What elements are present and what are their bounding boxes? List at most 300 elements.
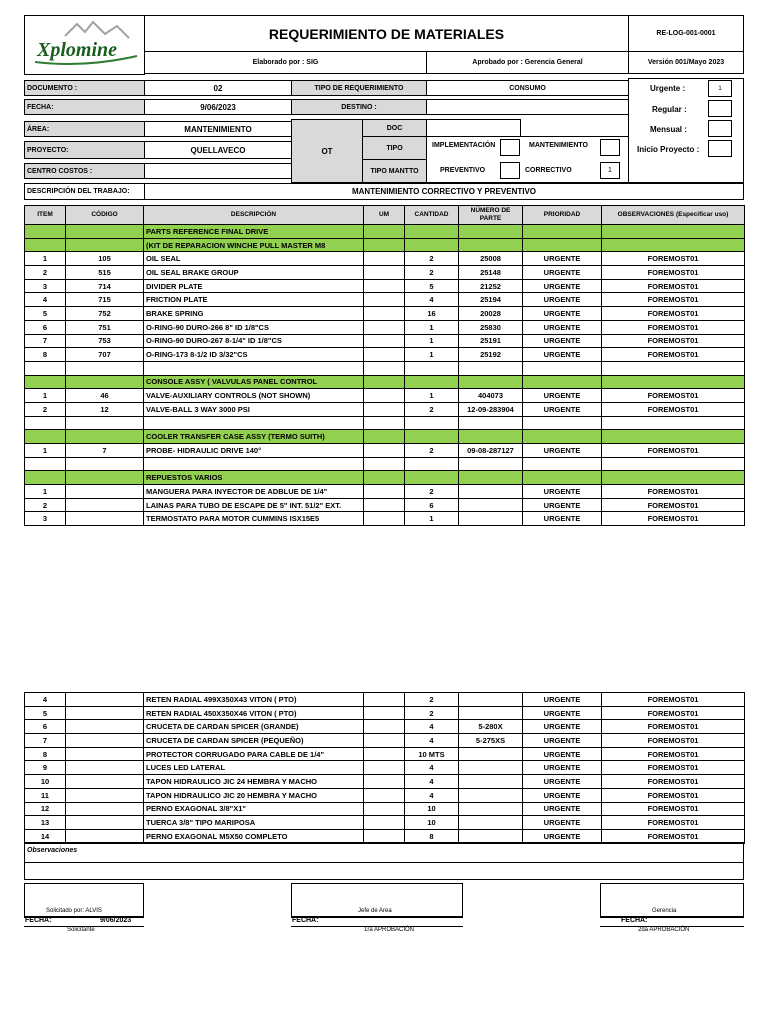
- cell-numero-parte[interactable]: [459, 802, 523, 816]
- cell-descripcion[interactable]: O-RING-90 DURO-266 8" ID 1/8"CS: [144, 320, 364, 334]
- cell-numero-parte[interactable]: [459, 816, 523, 830]
- cell-item[interactable]: [25, 225, 66, 239]
- cell-prioridad[interactable]: URGENTE: [523, 788, 602, 802]
- correctivo-label: CORRECTIVO: [525, 167, 572, 174]
- cell-um[interactable]: [364, 444, 405, 458]
- cell-item[interactable]: [25, 238, 66, 252]
- cell-descripcion[interactable]: O-RING-173 8-1/2 ID 3/32"CS: [144, 348, 364, 362]
- cell-descripcion[interactable]: [144, 361, 364, 375]
- cell-cantidad[interactable]: 10: [405, 816, 459, 830]
- cell-cantidad[interactable]: 1: [405, 334, 459, 348]
- cell-prioridad[interactable]: URGENTE: [523, 279, 602, 293]
- cell-cantidad[interactable]: 2: [405, 266, 459, 280]
- cell-numero-parte[interactable]: 21252: [459, 279, 523, 293]
- cell-prioridad[interactable]: URGENTE: [523, 485, 602, 499]
- cell-descripcion[interactable]: PERNO EXAGONAL 3/8"X1": [144, 802, 364, 816]
- cell-prioridad[interactable]: URGENTE: [523, 693, 602, 707]
- cell-observaciones[interactable]: FOREMOST01: [602, 693, 745, 707]
- cell-numero-parte[interactable]: 09-08-287127: [459, 444, 523, 458]
- cell-item[interactable]: 11: [25, 788, 66, 802]
- cell-codigo[interactable]: [66, 693, 144, 707]
- cell-prioridad[interactable]: [523, 416, 602, 430]
- cell-descripcion[interactable]: VALVE-BALL 3 WAY 3000 PSI: [144, 402, 364, 416]
- table-row: [25, 238, 745, 252]
- mantenimiento-label: MANTENIMIENTO: [529, 142, 588, 149]
- tipo-requerimiento-value[interactable]: CONSUMO: [426, 80, 629, 96]
- cell-um[interactable]: [364, 706, 405, 720]
- cell-descripcion[interactable]: TAPON HIDRAULICO JIC 20 HEMBRA Y MACHO: [144, 788, 364, 802]
- cell-cantidad[interactable]: 16: [405, 307, 459, 321]
- cell-item[interactable]: 3: [25, 279, 66, 293]
- cell-numero-parte[interactable]: [459, 225, 523, 239]
- cell-codigo[interactable]: [66, 816, 144, 830]
- cell-numero-parte[interactable]: 25148: [459, 266, 523, 280]
- documento-value[interactable]: 02: [144, 80, 292, 96]
- cell-prioridad[interactable]: URGENTE: [523, 266, 602, 280]
- cell-descripcion[interactable]: CRUCETA DE CARDAN SPICER (PEQUEÑO): [144, 734, 364, 748]
- cell-cantidad[interactable]: [405, 361, 459, 375]
- cell-codigo[interactable]: [66, 457, 144, 471]
- cell-item[interactable]: 4: [25, 693, 66, 707]
- cell-numero-parte[interactable]: [459, 706, 523, 720]
- cell-codigo[interactable]: 707: [66, 348, 144, 362]
- fecha-label: FECHA:: [24, 99, 145, 115]
- observaciones-box[interactable]: [24, 842, 744, 863]
- cell-codigo[interactable]: [66, 775, 144, 789]
- observaciones-label: Observaciones: [27, 847, 78, 854]
- cell-numero-parte[interactable]: 404073: [459, 389, 523, 403]
- cell-item[interactable]: 6: [25, 320, 66, 334]
- cell-item[interactable]: 9: [25, 761, 66, 775]
- cell-numero-parte[interactable]: [459, 829, 523, 843]
- destino-value[interactable]: [426, 99, 629, 115]
- cell-um[interactable]: [364, 816, 405, 830]
- cell-item[interactable]: 5: [25, 307, 66, 321]
- cell-prioridad[interactable]: URGENTE: [523, 747, 602, 761]
- cell-codigo[interactable]: 12: [66, 402, 144, 416]
- cell-prioridad[interactable]: URGENTE: [523, 444, 602, 458]
- cell-item[interactable]: [25, 457, 66, 471]
- cell-cantidad[interactable]: [405, 238, 459, 252]
- cell-cantidad[interactable]: 10: [405, 802, 459, 816]
- cell-item[interactable]: 2: [25, 266, 66, 280]
- cell-descripcion[interactable]: LAINAS PARA TUBO DE ESCAPE DE 5" INT. 51/2" EXT.: [144, 498, 364, 512]
- cell-prioridad[interactable]: [523, 238, 602, 252]
- cell-codigo[interactable]: 105: [66, 252, 144, 266]
- cell-prioridad[interactable]: URGENTE: [523, 775, 602, 789]
- preventivo-checkbox[interactable]: [500, 162, 520, 179]
- cell-item[interactable]: 8: [25, 348, 66, 362]
- cell-codigo[interactable]: [66, 225, 144, 239]
- cell-prioridad[interactable]: URGENTE: [523, 706, 602, 720]
- cell-item[interactable]: 1: [25, 252, 66, 266]
- doc-value[interactable]: [426, 119, 521, 137]
- cell-numero-parte[interactable]: [459, 430, 523, 444]
- table-row: [25, 512, 745, 526]
- cell-codigo[interactable]: 46: [66, 389, 144, 403]
- cell-descripcion[interactable]: RETEN RADIAL 450X350X46 VITON ( PTO): [144, 706, 364, 720]
- cell-item[interactable]: 1: [25, 444, 66, 458]
- cell-descripcion[interactable]: PARTS REFERENCE FINAL DRIVE: [144, 225, 364, 239]
- correctivo-checkbox[interactable]: 1: [600, 162, 620, 179]
- cell-numero-parte[interactable]: 25191: [459, 334, 523, 348]
- cell-numero-parte[interactable]: [459, 512, 523, 526]
- cell-um[interactable]: [364, 320, 405, 334]
- segunda-aprobacion: 2da APROBACIÓN: [638, 927, 690, 933]
- cell-observaciones[interactable]: FOREMOST01: [602, 747, 745, 761]
- cell-observaciones[interactable]: FOREMOST01: [602, 444, 745, 458]
- cell-prioridad[interactable]: URGENTE: [523, 320, 602, 334]
- cell-um[interactable]: [364, 498, 405, 512]
- cell-descripcion[interactable]: [144, 416, 364, 430]
- cell-cantidad[interactable]: 2: [405, 444, 459, 458]
- cell-prioridad[interactable]: URGENTE: [523, 761, 602, 775]
- cell-um[interactable]: [364, 802, 405, 816]
- cell-codigo[interactable]: 751: [66, 320, 144, 334]
- cell-um[interactable]: [364, 457, 405, 471]
- cell-codigo[interactable]: 714: [66, 279, 144, 293]
- ot-label: OT: [291, 119, 363, 183]
- cell-item[interactable]: [25, 375, 66, 389]
- cell-observaciones[interactable]: FOREMOST01: [602, 334, 745, 348]
- cell-observaciones[interactable]: [602, 457, 745, 471]
- cell-numero-parte[interactable]: [459, 693, 523, 707]
- cell-codigo[interactable]: [66, 485, 144, 499]
- cell-item[interactable]: 10: [25, 775, 66, 789]
- cell-um[interactable]: [364, 293, 405, 307]
- cell-um[interactable]: [364, 829, 405, 843]
- cell-descripcion[interactable]: (KIT DE REPARACION WINCHE PULL MASTER M8: [144, 238, 364, 252]
- cell-codigo[interactable]: [66, 829, 144, 843]
- cell-numero-parte[interactable]: [459, 375, 523, 389]
- cell-observaciones[interactable]: FOREMOST01: [602, 320, 745, 334]
- cell-observaciones[interactable]: FOREMOST01: [602, 485, 745, 499]
- cell-um[interactable]: [364, 734, 405, 748]
- cell-descripcion[interactable]: TUERCA 3/8" TIPO MARIPOSA: [144, 816, 364, 830]
- cell-prioridad[interactable]: URGENTE: [523, 720, 602, 734]
- cell-descripcion[interactable]: REPUESTOS VARIOS: [144, 471, 364, 485]
- cell-codigo[interactable]: 752: [66, 307, 144, 321]
- cell-numero-parte[interactable]: [459, 238, 523, 252]
- cell-prioridad[interactable]: [523, 471, 602, 485]
- cell-prioridad[interactable]: [523, 225, 602, 239]
- cell-numero-parte[interactable]: [459, 775, 523, 789]
- cell-prioridad[interactable]: URGENTE: [523, 252, 602, 266]
- cell-codigo[interactable]: [66, 238, 144, 252]
- cell-codigo[interactable]: [66, 471, 144, 485]
- cell-descripcion[interactable]: RETEN RADIAL 499X350X43 VITON ( PTO): [144, 693, 364, 707]
- cell-cantidad[interactable]: 1: [405, 320, 459, 334]
- area-value[interactable]: MANTENIMIENTO: [144, 121, 292, 137]
- cell-observaciones[interactable]: FOREMOST01: [602, 761, 745, 775]
- cell-item[interactable]: 5: [25, 706, 66, 720]
- centro-costos-value[interactable]: [144, 163, 292, 179]
- cell-um[interactable]: [364, 266, 405, 280]
- cell-numero-parte[interactable]: [459, 747, 523, 761]
- cell-descripcion[interactable]: TERMOSTATO PARA MOTOR CUMMINS ISX15E5: [144, 512, 364, 526]
- cell-item[interactable]: 6: [25, 720, 66, 734]
- cell-observaciones[interactable]: FOREMOST01: [602, 293, 745, 307]
- cell-observaciones[interactable]: [602, 416, 745, 430]
- cell-item[interactable]: 2: [25, 402, 66, 416]
- cell-cantidad[interactable]: [405, 225, 459, 239]
- cell-prioridad[interactable]: URGENTE: [523, 512, 602, 526]
- mantenimiento-checkbox[interactable]: [600, 139, 620, 156]
- cell-prioridad[interactable]: URGENTE: [523, 498, 602, 512]
- cell-cantidad[interactable]: [405, 430, 459, 444]
- cell-cantidad[interactable]: 1: [405, 389, 459, 403]
- cell-codigo[interactable]: [66, 416, 144, 430]
- cell-item[interactable]: 3: [25, 512, 66, 526]
- cell-numero-parte[interactable]: [459, 498, 523, 512]
- descripcion-value[interactable]: MANTENIMIENTO CORRECTIVO Y PREVENTIVO: [144, 183, 744, 200]
- cell-observaciones[interactable]: FOREMOST01: [602, 389, 745, 403]
- cell-prioridad[interactable]: URGENTE: [523, 402, 602, 416]
- cell-numero-parte[interactable]: 25194: [459, 293, 523, 307]
- cell-um[interactable]: [364, 512, 405, 526]
- cell-um[interactable]: [364, 788, 405, 802]
- cell-numero-parte[interactable]: 20028: [459, 307, 523, 321]
- cell-um[interactable]: [364, 375, 405, 389]
- cell-codigo[interactable]: 7: [66, 444, 144, 458]
- cell-prioridad[interactable]: [523, 457, 602, 471]
- cell-descripcion[interactable]: O-RING-90 DURO-267 8-1/4" ID 1/8"CS: [144, 334, 364, 348]
- cell-um[interactable]: [364, 361, 405, 375]
- cell-numero-parte[interactable]: 5-280X: [459, 720, 523, 734]
- cell-item[interactable]: [25, 430, 66, 444]
- cell-descripcion[interactable]: FRICTION PLATE: [144, 293, 364, 307]
- cell-cantidad[interactable]: 4: [405, 720, 459, 734]
- cell-codigo[interactable]: [66, 720, 144, 734]
- cell-descripcion[interactable]: TAPON HIDRAULICO JIC 24 HEMBRA Y MACHO: [144, 775, 364, 789]
- solicitante-fecha-label: FECHA:: [25, 917, 52, 924]
- observaciones-extra[interactable]: [24, 862, 744, 880]
- cell-numero-parte[interactable]: [459, 788, 523, 802]
- cell-descripcion[interactable]: BRAKE SPRING: [144, 307, 364, 321]
- cell-observaciones[interactable]: FOREMOST01: [602, 802, 745, 816]
- preventivo-label: PREVENTIVO: [440, 167, 486, 174]
- cell-numero-parte[interactable]: [459, 457, 523, 471]
- cell-observaciones[interactable]: [602, 238, 745, 252]
- cell-observaciones[interactable]: FOREMOST01: [602, 706, 745, 720]
- cell-descripcion[interactable]: PERNO EXAGONAL M5X50 COMPLETO: [144, 829, 364, 843]
- cell-um[interactable]: [364, 307, 405, 321]
- cell-um[interactable]: [364, 693, 405, 707]
- cell-descripcion[interactable]: OIL SEAL BRAKE GROUP: [144, 266, 364, 280]
- cell-numero-parte[interactable]: 5-275XS: [459, 734, 523, 748]
- cell-numero-parte[interactable]: [459, 485, 523, 499]
- cell-um[interactable]: [364, 720, 405, 734]
- cell-cantidad[interactable]: [405, 416, 459, 430]
- cell-prioridad[interactable]: URGENTE: [523, 293, 602, 307]
- cell-codigo[interactable]: 715: [66, 293, 144, 307]
- cell-observaciones[interactable]: [602, 375, 745, 389]
- cell-numero-parte[interactable]: [459, 761, 523, 775]
- cell-numero-parte[interactable]: 12-09-283904: [459, 402, 523, 416]
- cell-observaciones[interactable]: FOREMOST01: [602, 775, 745, 789]
- cell-cantidad[interactable]: 8: [405, 829, 459, 843]
- cell-item[interactable]: 14: [25, 829, 66, 843]
- cell-cantidad[interactable]: [405, 471, 459, 485]
- cell-observaciones[interactable]: [602, 225, 745, 239]
- cell-codigo[interactable]: [66, 761, 144, 775]
- implementacion-checkbox[interactable]: [500, 139, 520, 156]
- cell-observaciones[interactable]: [602, 430, 745, 444]
- mensual-checkbox[interactable]: [708, 120, 732, 137]
- cell-item[interactable]: 1: [25, 389, 66, 403]
- cell-item[interactable]: [25, 471, 66, 485]
- cell-cantidad[interactable]: 2: [405, 485, 459, 499]
- cell-prioridad[interactable]: URGENTE: [523, 389, 602, 403]
- cell-codigo[interactable]: [66, 375, 144, 389]
- regular-checkbox[interactable]: [708, 100, 732, 117]
- cell-descripcion[interactable]: VALVE-AUXILIARY CONTROLS (NOT SHOWN): [144, 389, 364, 403]
- fecha-value[interactable]: 9/06/2023: [144, 99, 292, 115]
- cell-um[interactable]: [364, 252, 405, 266]
- cell-descripcion[interactable]: MANGUERA PARA INYECTOR DE ADBLUE DE 1/4": [144, 485, 364, 499]
- cell-observaciones[interactable]: FOREMOST01: [602, 279, 745, 293]
- cell-codigo[interactable]: [66, 747, 144, 761]
- cell-observaciones[interactable]: FOREMOST01: [602, 720, 745, 734]
- cell-codigo[interactable]: 515: [66, 266, 144, 280]
- cell-prioridad[interactable]: [523, 430, 602, 444]
- cell-cantidad[interactable]: 6: [405, 498, 459, 512]
- cell-cantidad[interactable]: 4: [405, 761, 459, 775]
- cell-cantidad[interactable]: 4: [405, 775, 459, 789]
- tipo-mantto-label: TIPO MANTTO: [362, 159, 427, 183]
- cell-descripcion[interactable]: PROTECTOR CORRUGADO PARA CABLE DE 1/4": [144, 747, 364, 761]
- cell-cantidad[interactable]: 4: [405, 734, 459, 748]
- cell-observaciones[interactable]: FOREMOST01: [602, 829, 745, 843]
- cell-item[interactable]: 4: [25, 293, 66, 307]
- cell-codigo[interactable]: 753: [66, 334, 144, 348]
- cell-item[interactable]: 7: [25, 734, 66, 748]
- cell-cantidad[interactable]: 2: [405, 252, 459, 266]
- cell-prioridad[interactable]: [523, 375, 602, 389]
- cell-item[interactable]: [25, 361, 66, 375]
- cell-descripcion[interactable]: DIVIDER PLATE: [144, 279, 364, 293]
- col-descripcion: DESCRIPCIÓN: [144, 206, 364, 225]
- cell-um[interactable]: [364, 348, 405, 362]
- cell-observaciones[interactable]: FOREMOST01: [602, 402, 745, 416]
- cell-numero-parte[interactable]: [459, 416, 523, 430]
- urgente-checkbox[interactable]: 1: [708, 80, 732, 97]
- cell-cantidad[interactable]: 1: [405, 348, 459, 362]
- cell-numero-parte[interactable]: 25192: [459, 348, 523, 362]
- cell-observaciones[interactable]: FOREMOST01: [602, 266, 745, 280]
- cell-cantidad[interactable]: 4: [405, 293, 459, 307]
- cell-um[interactable]: [364, 430, 405, 444]
- cell-prioridad[interactable]: URGENTE: [523, 829, 602, 843]
- cell-descripcion[interactable]: CRUCETA DE CARDAN SPICER (GRANDE): [144, 720, 364, 734]
- proyecto-value[interactable]: QUELLAVECO: [144, 141, 292, 159]
- cell-observaciones[interactable]: FOREMOST01: [602, 512, 745, 526]
- cell-um[interactable]: [364, 334, 405, 348]
- cell-item[interactable]: 13: [25, 816, 66, 830]
- cell-item[interactable]: [25, 416, 66, 430]
- cell-um[interactable]: [364, 279, 405, 293]
- inicio-proyecto-label: Inicio Proyecto :: [637, 145, 700, 154]
- cell-codigo[interactable]: [66, 361, 144, 375]
- cell-cantidad[interactable]: 2: [405, 706, 459, 720]
- cell-descripcion[interactable]: OIL SEAL: [144, 252, 364, 266]
- cell-numero-parte[interactable]: [459, 471, 523, 485]
- cell-codigo[interactable]: [66, 802, 144, 816]
- cell-cantidad[interactable]: 4: [405, 788, 459, 802]
- table-row: [25, 747, 745, 761]
- cell-um[interactable]: [364, 747, 405, 761]
- cell-observaciones[interactable]: FOREMOST01: [602, 307, 745, 321]
- cell-descripcion[interactable]: PROBE- HIDRAULIC DRIVE 140°: [144, 444, 364, 458]
- cell-um[interactable]: [364, 225, 405, 239]
- cell-item[interactable]: 7: [25, 334, 66, 348]
- cell-numero-parte[interactable]: [459, 361, 523, 375]
- inicio-proyecto-checkbox[interactable]: [708, 140, 732, 157]
- cell-codigo[interactable]: [66, 512, 144, 526]
- cell-prioridad[interactable]: [523, 361, 602, 375]
- cell-codigo[interactable]: [66, 498, 144, 512]
- cell-observaciones[interactable]: FOREMOST01: [602, 498, 745, 512]
- cell-prioridad[interactable]: URGENTE: [523, 734, 602, 748]
- cell-prioridad[interactable]: URGENTE: [523, 307, 602, 321]
- cell-codigo[interactable]: [66, 430, 144, 444]
- cell-observaciones[interactable]: [602, 471, 745, 485]
- cell-observaciones[interactable]: FOREMOST01: [602, 788, 745, 802]
- cell-item[interactable]: 12: [25, 802, 66, 816]
- table-row: [25, 361, 745, 375]
- cell-um[interactable]: [364, 761, 405, 775]
- cell-um[interactable]: [364, 402, 405, 416]
- cell-prioridad[interactable]: URGENTE: [523, 348, 602, 362]
- col-prioridad: PRIORIDAD: [523, 206, 602, 225]
- cell-observaciones[interactable]: FOREMOST01: [602, 734, 745, 748]
- cell-descripcion[interactable]: COOLER TRANSFER CASE ASSY (TERMO SUITH): [144, 430, 364, 444]
- cell-prioridad[interactable]: URGENTE: [523, 816, 602, 830]
- table-row: [25, 225, 745, 239]
- cell-numero-parte[interactable]: 25830: [459, 320, 523, 334]
- cell-numero-parte[interactable]: 25008: [459, 252, 523, 266]
- cell-observaciones[interactable]: [602, 361, 745, 375]
- cell-codigo[interactable]: [66, 706, 144, 720]
- cell-um[interactable]: [364, 471, 405, 485]
- cell-codigo[interactable]: [66, 734, 144, 748]
- cell-item[interactable]: 8: [25, 747, 66, 761]
- cell-cantidad[interactable]: 10 MTS: [405, 747, 459, 761]
- cell-um[interactable]: [364, 485, 405, 499]
- cell-cantidad[interactable]: 2: [405, 693, 459, 707]
- cell-cantidad[interactable]: [405, 375, 459, 389]
- cell-cantidad[interactable]: [405, 457, 459, 471]
- cell-observaciones[interactable]: FOREMOST01: [602, 816, 745, 830]
- cell-um[interactable]: [364, 775, 405, 789]
- cell-descripcion[interactable]: CONSOLE ASSY ( VALVULAS PANEL CONTROL: [144, 375, 364, 389]
- cell-um[interactable]: [364, 389, 405, 403]
- cell-um[interactable]: [364, 238, 405, 252]
- cell-cantidad[interactable]: 2: [405, 402, 459, 416]
- cell-prioridad[interactable]: URGENTE: [523, 334, 602, 348]
- cell-item[interactable]: 1: [25, 485, 66, 499]
- cell-cantidad[interactable]: 1: [405, 512, 459, 526]
- cell-descripcion[interactable]: [144, 457, 364, 471]
- cell-codigo[interactable]: [66, 788, 144, 802]
- cell-prioridad[interactable]: URGENTE: [523, 802, 602, 816]
- cell-descripcion[interactable]: LUCES LED LATERAL: [144, 761, 364, 775]
- cell-item[interactable]: 2: [25, 498, 66, 512]
- cell-observaciones[interactable]: FOREMOST01: [602, 348, 745, 362]
- cell-cantidad[interactable]: 5: [405, 279, 459, 293]
- cell-observaciones[interactable]: FOREMOST01: [602, 252, 745, 266]
- cell-um[interactable]: [364, 416, 405, 430]
